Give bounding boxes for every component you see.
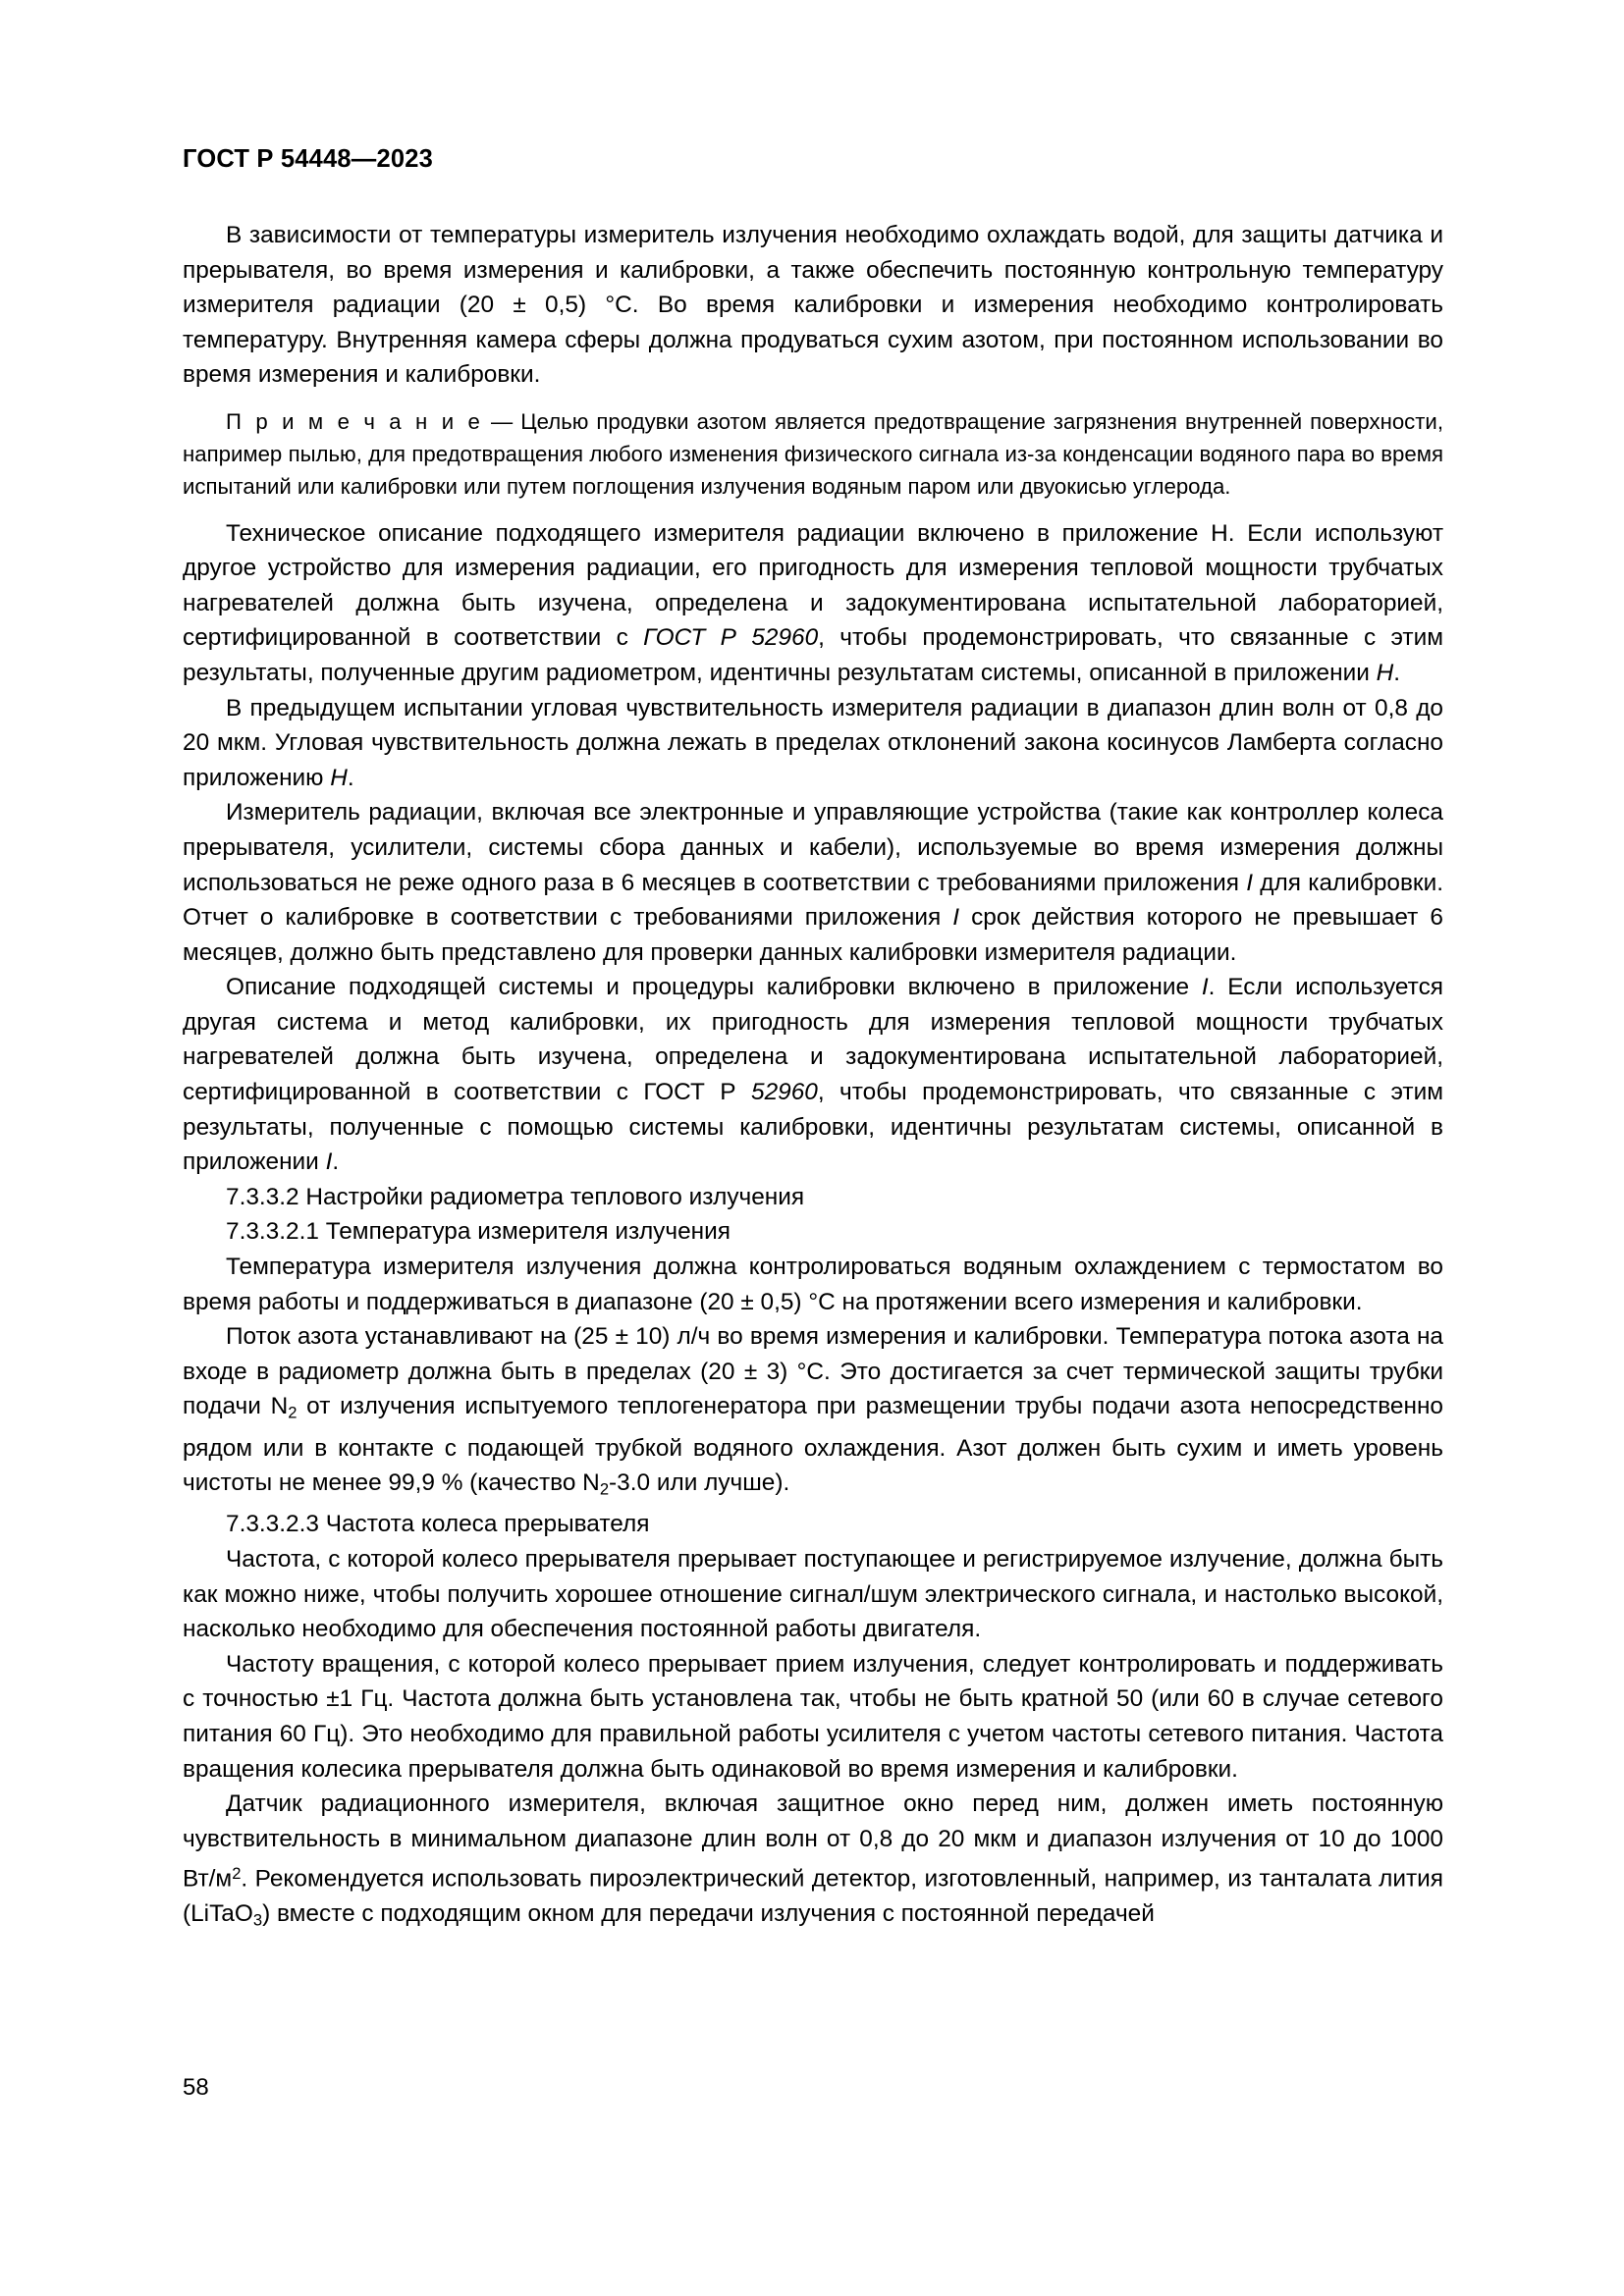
paragraph-1: В зависимости от температуры измеритель излучения необходимо охлаждать водой, для защиты датчика и прерывателя, во время измерения и калибровки, а также обеспечить постоянную контрольную температуру измерителя радиации (20 ± 0,5) °C. Во время калибровки и измерения необходимо контролировать температуру. Внутренняя камера сферы должна продуваться сухим азотом, при постоянном использовании во время измерения и калибровки. xyxy=(183,222,1443,389)
standard-reference: 52960 xyxy=(751,1079,818,1106)
section-heading-7-3-3-2-1: 7.3.3.2 Настройки радиометра теплового излучения xyxy=(226,1183,805,1210)
annex-reference: I xyxy=(325,1148,333,1176)
subscript: 2 xyxy=(599,1479,610,1499)
paragraph-10: Датчик радиационного измерителя, включая защитное окно перед ним, должен иметь постоянную чувствительность в минимальном диапазоне длин волн от 0,8 до 20 мкм и диапазон излучения от 10 до 1000 $Вт/м^2$. Рекомендуется использовать пироэлектрический детектор, изготовленный, например, из танталата лития (LiTaO$_3$) вместе с подходящим окном для передачи излучения с постоянной передачей xyxy=(183,1790,1443,1931)
section-heading-7-3-3-2-2: Температура измерителя излучения должна контролироваться водяным охлаждением с термостатом во время работы и поддерживаться в диапазоне (20 ± 0,5) °C на протяжении всего измерения и калибровки. xyxy=(183,1254,1443,1315)
standard-reference: ГОСТ Р 52960 xyxy=(643,624,819,652)
annex-reference: I xyxy=(952,904,960,932)
paragraph-8: 7.3.3.2.3 Частота колеса прерывателя xyxy=(226,1511,650,1538)
paragraph-4: Измеритель радиации, включая все электронные и управляющие устройства (такие как контроллер колеса прерывателя, усилители, системы сбора данных и кабели), используемые во время измерения должны использоваться не реже одного раза в 6 месяцев в соответствии с требованиями приложения I для калибровки. Отчет о калибровке в соответствии с требованиями приложения I срок действия которого не превышает 6 месяцев, должно быть представлено для проверки данных калибровки измерителя радиации. xyxy=(183,799,1444,966)
subscript: 3 xyxy=(252,1911,263,1931)
annex-reference: Н xyxy=(330,764,348,791)
paragraph-3: В предыдущем испытании угловая чувствительность измерителя радиации в диапазон длин волн от 0,8 до 20 мкм. Угловая чувствительность должна лежать в пределах отклонений закона косинусов Ламберта согласно приложению Н. xyxy=(183,694,1443,791)
document-body xyxy=(183,218,1443,1939)
page-header: ГОСТ Р 54448—2023 xyxy=(183,145,434,173)
note-paragraph xyxy=(183,405,1443,504)
superscript: 2 xyxy=(232,1864,242,1884)
section-heading-7-3-3-2-4: Частоту вращения, с которой колесо прерывает прием излучения, следует контролировать и поддерживать с точностью ±1 Гц. Частота должна быть установлена так, чтобы не быть кратной 50 (или 60 в случае сетевого питания 60 Гц). Это необходимо для правильной работы усилителя с учетом частоты сетевого питания. Частота вращения колесика прерывателя должна быть одинаковой во время измерения и калибровки. xyxy=(183,1650,1443,1783)
paragraph-7: Поток азота устанавливают на (25 ± 10) л/ч во время измерения и калибровки. Температура потока азота на входе в радиометр должна быть в пределах (20 ± 3) °C. Это достигается за счет термической защиты трубки подачи $N_2$ от излучения испытуемого теплогенератора при размещении трубы подачи азота непосредственно рядом или в контакте с подающей трубкой водяного охлаждения. Азот должен быть сухим и иметь уровень чистоты не менее 99,9 % (качество $N_2-3.0$ или лучше). xyxy=(183,1323,1443,1499)
paragraph-9: Частота, с которой колесо прерывателя прерывает поступающее и регистрируемое излучение, должна быть как можно ниже, чтобы получить хорошее отношение сигнал/шум электрического сигнала, и настолько высокой, насколько необходимо для обеспечения постоянной работы двигателя. xyxy=(183,1546,1443,1643)
annex-reference: I xyxy=(1201,974,1209,1001)
note-label: П р и м е ч а н и е xyxy=(226,408,484,434)
annex-reference: I xyxy=(1246,869,1254,896)
page-number: 58 xyxy=(183,2074,209,2101)
annex-reference: Н xyxy=(1376,659,1394,686)
subscript: 2 xyxy=(288,1404,298,1423)
paragraph-2: Техническое описание подходящего измерителя радиации включено в приложение Н. Если используют другое устройство для измерения радиации, его пригодность для измерения тепловой мощности трубчатых нагревателей должна быть изучена, определена и задокументирована испытательной лабораторией, сертифицированной в соответствии с ГОСТ Р 52960, чтобы продемонстрировать, что связанные с этим результаты, полученные другим радиометром, идентичны результатам системы, описанной в приложении Н. xyxy=(183,519,1444,686)
paragraph-6: 7.3.3.2.1 Температура измерителя излучения xyxy=(226,1218,731,1246)
note-text: — Целью продувки азотом является предотвращение загрязнения внутренней поверхности, например пылью, для предотвращения любого изменения физического сигнала из-за конденсации водяного пара во время испытаний или калибровки или путем поглощения излучения водяным паром или двуокисью углерода. xyxy=(183,408,1443,500)
paragraph-5: Описание подходящей системы и процедуры калибровки включено в приложение I. Если используется другая система и метод калибровки, их пригодность для измерения тепловой мощности трубчатых нагревателей должна быть изучена, определена и задокументирована испытательной лабораторией, сертифицированной в соответствии с ГОСТ Р 52960, чтобы продемонстрировать, что связанные с этим результаты, полученные с помощью системы калибровки, идентичны результатам системы, описанной в приложении I. xyxy=(183,974,1443,1176)
